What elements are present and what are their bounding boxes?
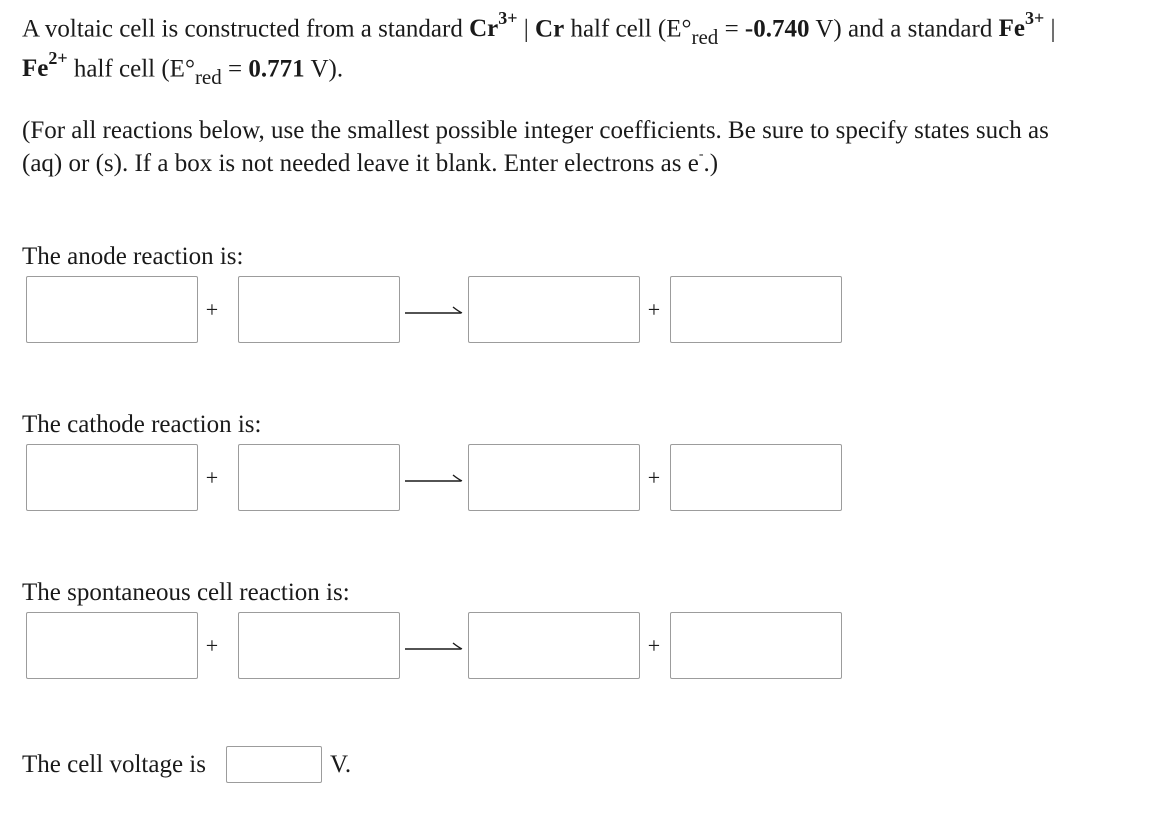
- problem-statement-line-1: [22, 8, 1056, 50]
- problem-statement-line-2: [22, 48, 344, 90]
- separator-1: |: [523, 15, 529, 43]
- red-subscript-2: red: [194, 65, 222, 90]
- instructions-line-2: (aq) or (s). If a box is not needed leave it blank. Enter electrons as e-.): [22, 146, 719, 177]
- unit-close-1: V) and a standard: [815, 15, 993, 43]
- anode-reaction-arrow-icon: [404, 304, 464, 318]
- spontaneous-reaction-arrow-icon: [404, 640, 464, 654]
- cell-voltage-input[interactable]: [226, 746, 322, 783]
- spontaneous-plus-1: +: [205, 633, 219, 658]
- spontaneous-product-2-input[interactable]: [670, 612, 842, 679]
- intro-text: A voltaic cell is constructed from a standard: [22, 15, 463, 43]
- cell-voltage-label: The cell voltage is: [22, 751, 206, 778]
- metal-cr: Cr: [535, 15, 565, 43]
- spontaneous-reactant-1-input[interactable]: [26, 612, 198, 679]
- unit-close-2: V).: [310, 55, 344, 83]
- ion-fe2-formula: $Fe^{2+}$: [22, 48, 68, 83]
- e-red-value-2: 0.771: [248, 55, 305, 83]
- spontaneous-reactant-2-input[interactable]: [238, 612, 400, 679]
- anode-reactant-2-input[interactable]: [238, 276, 400, 343]
- anode-reactant-1-input[interactable]: [26, 276, 198, 343]
- cathode-reactant-2-input[interactable]: [238, 444, 400, 511]
- cathode-label: The cathode reaction is:: [22, 411, 262, 438]
- cathode-product-1-input[interactable]: [468, 444, 640, 511]
- anode-label: The anode reaction is:: [22, 243, 244, 270]
- anode-product-2-input[interactable]: [670, 276, 842, 343]
- half-cell-text-2: half cell (E°: [73, 55, 195, 83]
- spontaneous-product-1-input[interactable]: [468, 612, 640, 679]
- cathode-product-2-input[interactable]: [670, 444, 842, 511]
- anode-product-1-input[interactable]: [468, 276, 640, 343]
- electron-superscript: -: [698, 146, 704, 162]
- anode-plus-1: +: [205, 297, 219, 322]
- spontaneous-label: The spontaneous cell reaction is:: [22, 579, 350, 606]
- red-subscript-1: red: [691, 25, 719, 50]
- cathode-reaction-arrow-icon: [404, 472, 464, 486]
- anode-plus-2: +: [647, 297, 661, 322]
- cathode-reactant-1-input[interactable]: [26, 444, 198, 511]
- half-cell-text-1: half cell (E°: [570, 15, 692, 43]
- ion-fe3-formula: $Fe^{3+}$: [998, 8, 1045, 43]
- instructions-line-1: (For all reactions below, use the smallest possible integer coefficients. Be sure to specify states such as: [22, 117, 1049, 144]
- separator-2: |: [1050, 15, 1056, 43]
- e-red-value-1: -0.740: [744, 15, 810, 43]
- voltage-unit: V.: [330, 751, 352, 778]
- equals-1: =: [724, 15, 739, 43]
- cathode-plus-2: +: [647, 465, 661, 490]
- spontaneous-plus-2: +: [647, 633, 661, 658]
- ion-cr3-formula: $Cr^{3+}$: [469, 8, 518, 43]
- equals-2: =: [228, 55, 243, 83]
- cathode-plus-1: +: [205, 465, 219, 490]
